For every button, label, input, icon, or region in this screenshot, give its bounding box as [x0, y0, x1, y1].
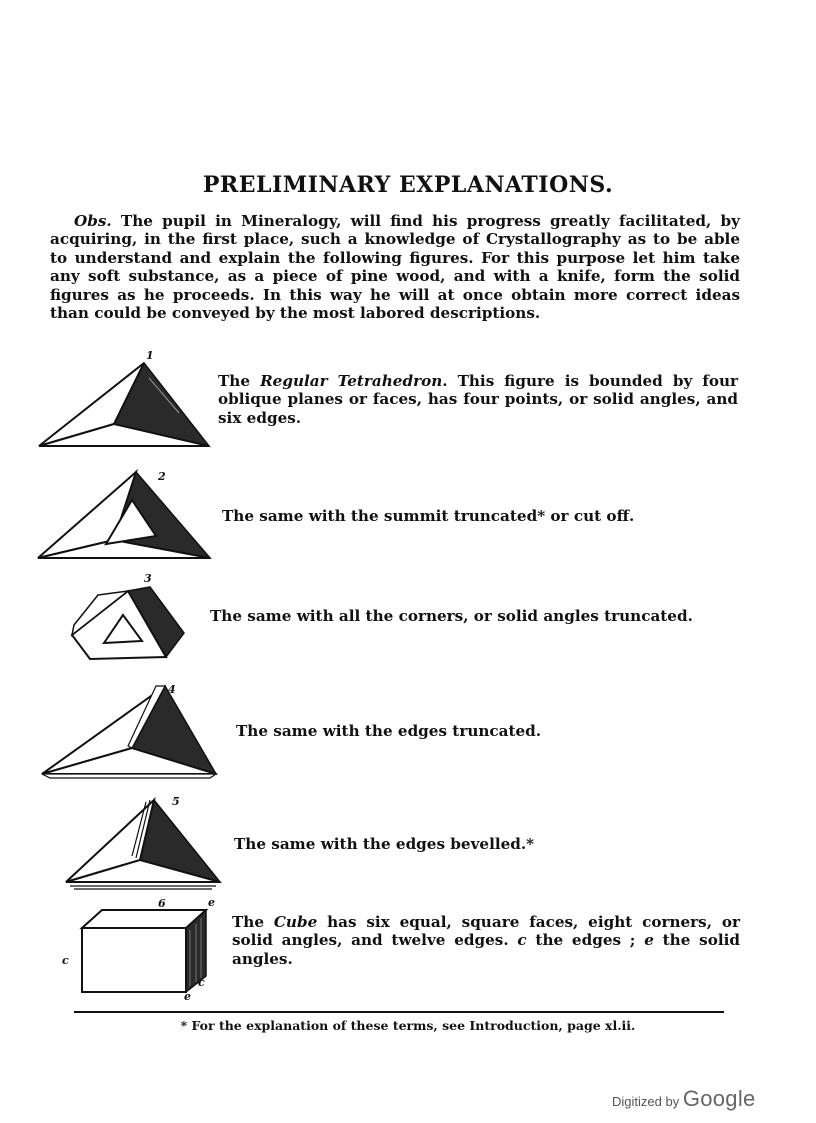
figure-1-tetrahedron: [34, 358, 214, 453]
cube-term: Cube: [273, 913, 318, 931]
figure-5-description: The same with the edges bevelled.*: [234, 835, 535, 853]
tetrahedron-drawing: [34, 358, 214, 453]
digitized-watermark: [612, 1086, 756, 1112]
note-letter-e: e: [644, 931, 654, 950]
figure-5-number: 5: [172, 795, 180, 808]
truncated-summit-drawing: [36, 470, 214, 562]
obs-label: Obs.: [74, 212, 112, 230]
figure-3-number: 3: [144, 572, 152, 585]
figure-1-number: 1: [146, 349, 154, 362]
cube-label-c-left: c: [62, 954, 69, 967]
figure-2-description: The same with the summit truncated* or cut off.: [222, 507, 635, 525]
figure-6-number: 6: [158, 897, 166, 910]
truncated-edges-drawing: [40, 684, 220, 779]
cube-drawing: [80, 906, 216, 998]
figure-6-cube: [80, 906, 216, 998]
intro-paragraph: [50, 212, 740, 322]
figure-1-description: The Regular Tetrahedron. This figure is bounded by four oblique planes or faces, has four points, or solid angles, and six edges.: [218, 372, 739, 427]
figure-5-edges-bevelled: [64, 798, 224, 890]
regular-tetrahedron-term: Regular Tetrahedron: [260, 372, 443, 390]
cube-label-c-bottom: c: [198, 976, 205, 989]
bevelled-edges-drawing: [64, 798, 224, 890]
cube-label-e-top: e: [208, 896, 215, 909]
figure-6-description: The Cube has six equal, square faces, eight corners, or solid angles, and twelve edges. c the edges ; e the solid angles.: [232, 913, 740, 968]
figure-4-edges-truncated: [40, 684, 220, 779]
figure-3-description: The same with all the corners, or solid angles truncated.: [210, 607, 693, 625]
figure-2-number: 2: [158, 470, 166, 483]
footnote: * For the explanation of these terms, see Introduction, page xl.ii.: [180, 1018, 636, 1033]
cube-label-e-bottom: e: [184, 990, 191, 1003]
figure-2-summit-truncated: [36, 470, 214, 562]
google-logo: Google: [682, 1086, 756, 1111]
intro-text: The pupil in Mineralogy, will find his progress greatly facilitated, by acquiring, in the first place, such a knowledge of Crystallography as to be able to understand and explain the following figures. For this purpose let him take any soft substance, as a piece of pine wood, and with a knife, form the solid figures as he proceeds. In this way he will at once obtain more correct ideas than could be conveyed by the most labored descriptions.: [50, 212, 740, 323]
figure-4-description: The same with the edges truncated.: [236, 722, 542, 740]
figure-3-corners-truncated: [68, 585, 188, 663]
footnote-divider: [74, 1011, 724, 1013]
note-letter-c: c: [517, 931, 527, 950]
truncated-corners-drawing: [68, 585, 188, 663]
page-title: PRELIMINARY EXPLANATIONS.: [202, 172, 614, 198]
watermark-prefix: Digitized by: [612, 1094, 683, 1109]
figure-4-number: 4: [168, 683, 176, 696]
